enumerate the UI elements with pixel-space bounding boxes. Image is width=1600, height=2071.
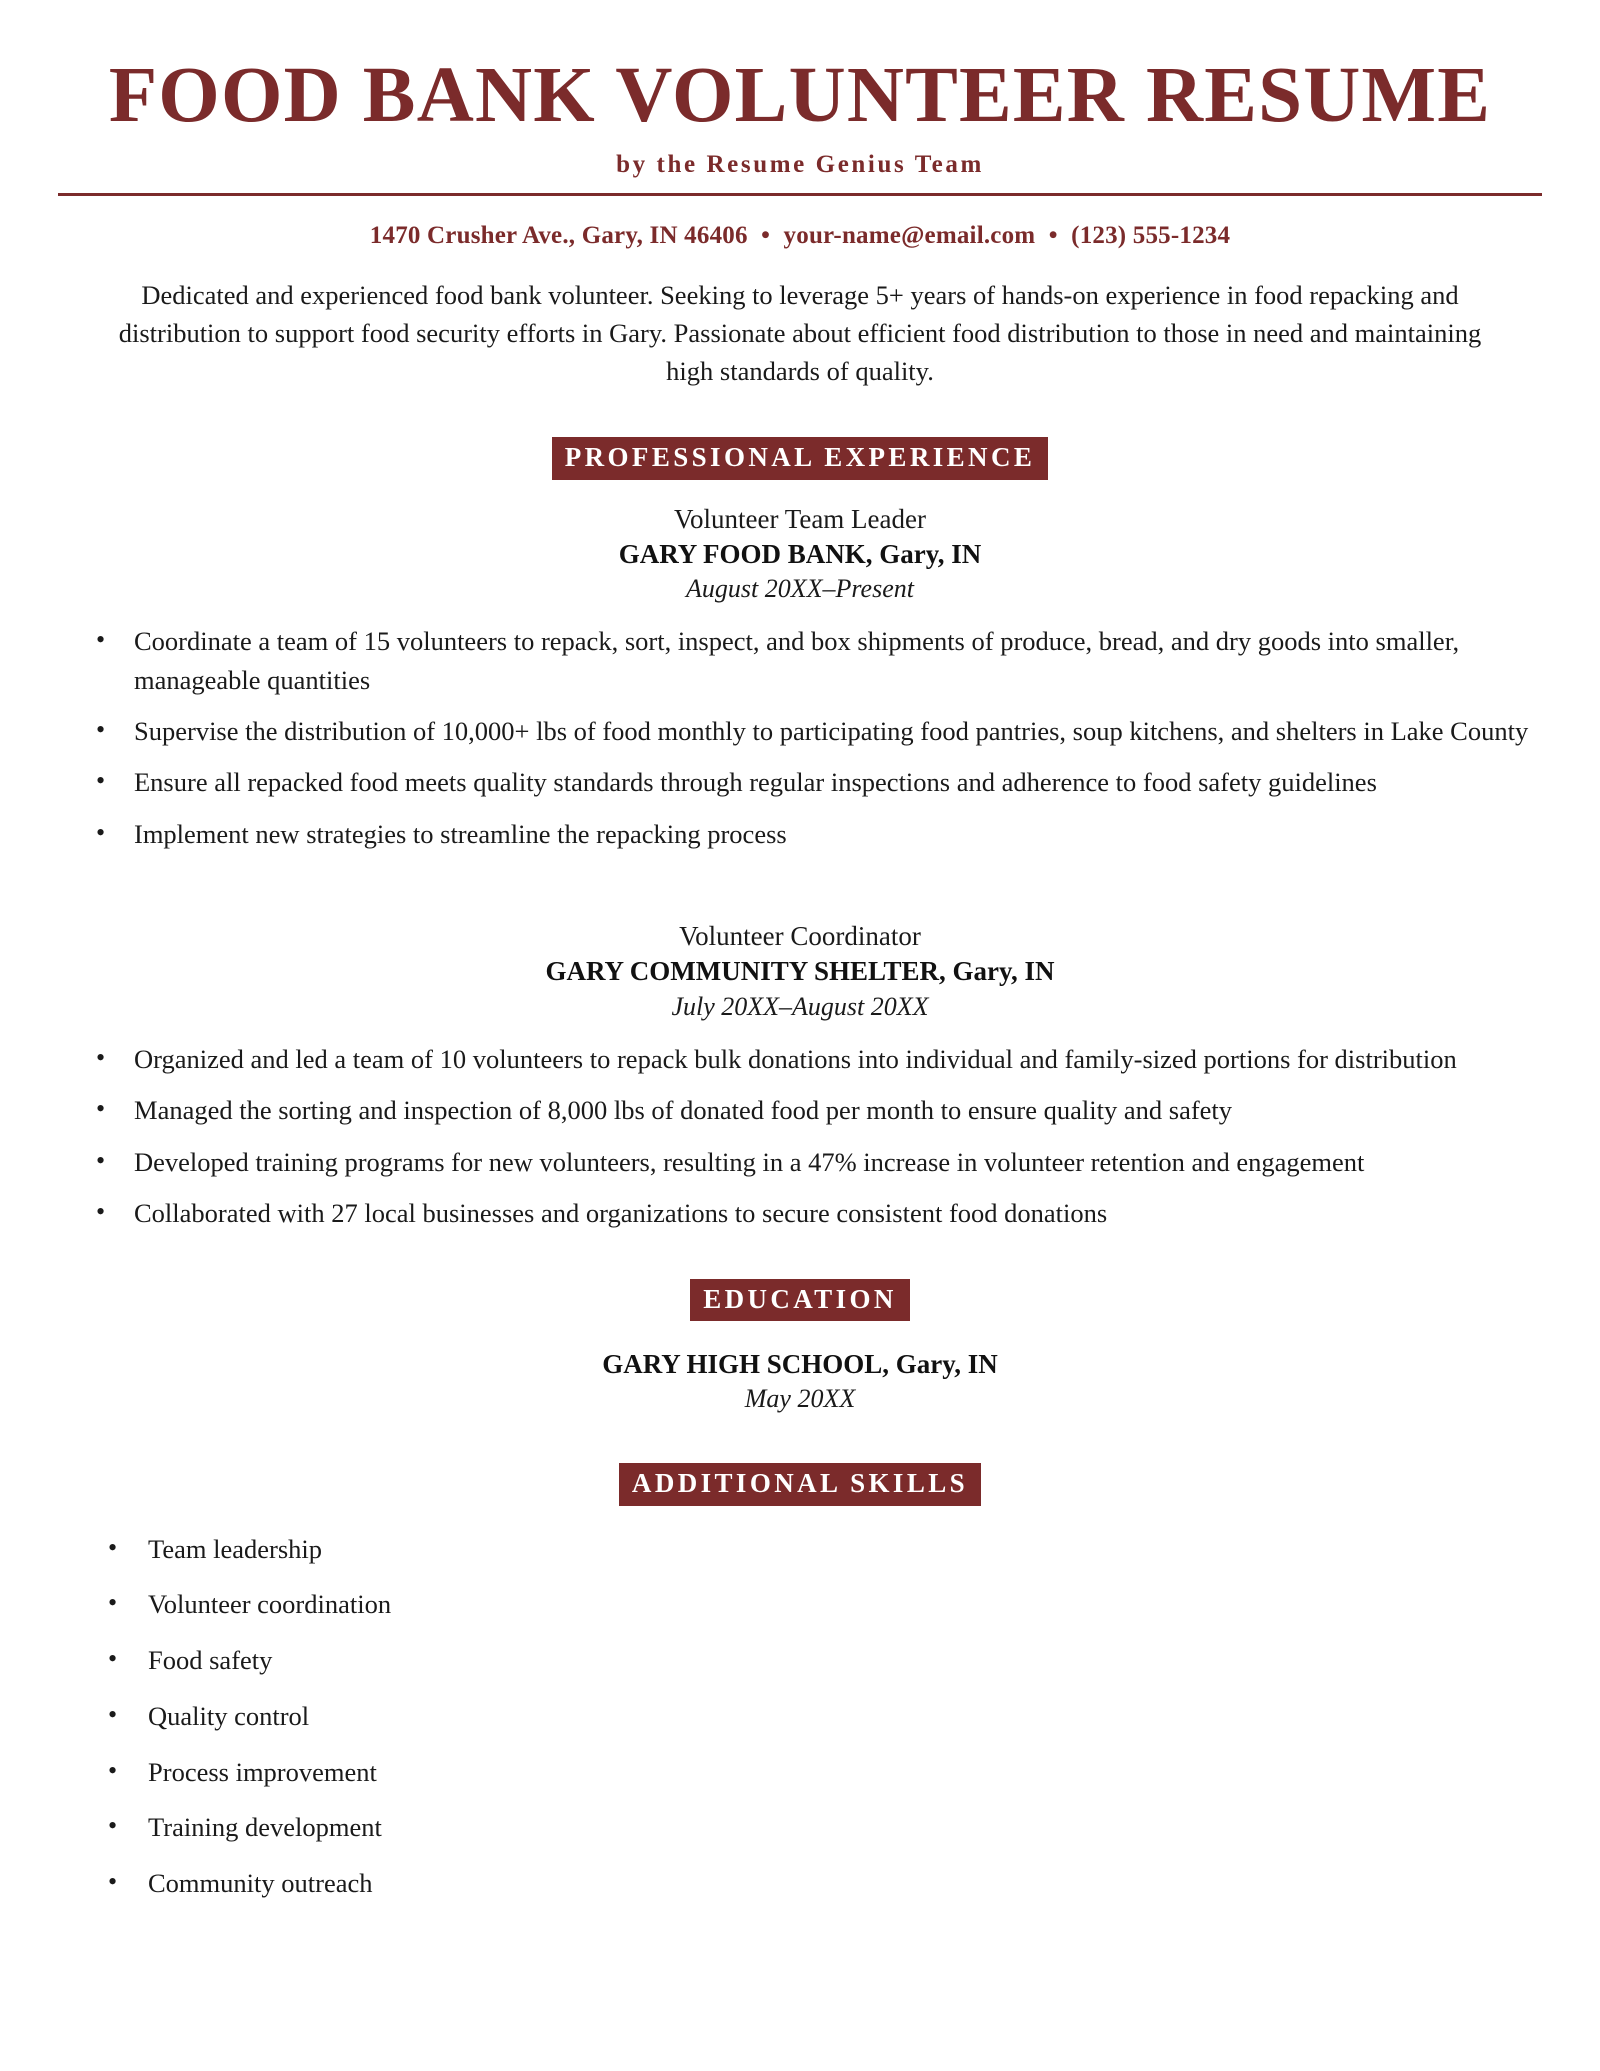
job-title: Volunteer Team Leader xyxy=(673,503,926,534)
skill-item: • Community outreach xyxy=(58,1866,1542,1902)
job-bullet: • Supervise the distribution of 10,000+ lbs of food monthly to participating food pantries, soup kitchens, and shelters in Lake County xyxy=(58,712,1542,750)
resume-header xyxy=(58,52,1542,250)
contact-email[interactable]: your-name@email.com xyxy=(783,221,1036,249)
job-bullet: • Coordinate a team of 15 volunteers to repack, sort, inspect, and box shipments of produce, bread, and dry goods into smaller, manageable quantities xyxy=(58,622,1542,699)
job-dates: July 20XX–August 20XX xyxy=(671,991,929,1021)
section-professional-experience xyxy=(58,437,1542,1233)
skill-item: • Volunteer coordination xyxy=(58,1587,1542,1623)
byline: by the Resume Genius Team xyxy=(616,150,984,178)
education-entry xyxy=(58,1347,1542,1416)
skill-item: • Food safety xyxy=(58,1643,1542,1679)
job-bullet-list xyxy=(58,622,1542,853)
job-bullet: • Managed the sorting and inspection of 8,000 lbs of donated food per month to ensure quality and safety xyxy=(58,1091,1542,1129)
skill-item: • Team leadership xyxy=(58,1532,1542,1568)
page-title: FOOD BANK VOLUNTEER RESUME xyxy=(108,52,1492,139)
section-heading-skills: ADDITIONAL SKILLS xyxy=(619,1463,981,1506)
professional-summary: Dedicated and experienced food bank volunteer. Seeking to leverage 5+ years of hands-on experience in food repacking and distribution to support food security efforts in Gary. Passionate about efficient food distribution to those in need and maintaining high standards of quality. xyxy=(118,279,1482,387)
job-bullet: • Developed training programs for new volunteers, resulting in a 47% increase in volunteer retention and engagement xyxy=(58,1143,1542,1181)
job-bullet: • Collaborated with 27 local businesses and organizations to secure consistent food donations xyxy=(58,1194,1542,1232)
job-bullet: • Organized and led a team of 10 volunteers to repack bulk donations into individual and family-sized portions for distribution xyxy=(58,1040,1542,1078)
skill-item: • Process improvement xyxy=(58,1755,1542,1791)
job-entry xyxy=(58,919,1542,1232)
skills-list xyxy=(58,1532,1542,1902)
section-heading-experience: PROFESSIONAL EXPERIENCE xyxy=(552,437,1049,480)
job-company: GARY FOOD BANK, Gary, IN xyxy=(618,538,982,569)
job-bullet: • Ensure all repacked food meets quality standards through regular inspections and adherence to food safety guidelines xyxy=(58,763,1542,801)
section-heading-wrap-education xyxy=(58,1279,1542,1322)
contact-address: 1470 Crusher Ave., Gary, IN 46406 xyxy=(369,221,748,249)
job-bullet: • Implement new strategies to streamline the repacking process xyxy=(58,815,1542,853)
job-dates: August 20XX–Present xyxy=(686,573,914,603)
contact-line xyxy=(58,222,1542,250)
job-entry xyxy=(58,502,1542,854)
section-additional-skills xyxy=(58,1463,1542,1902)
section-heading-education: EDUCATION xyxy=(690,1279,910,1322)
job-company: GARY COMMUNITY SHELTER, Gary, IN xyxy=(545,956,1055,987)
section-heading-wrap-experience xyxy=(58,437,1542,480)
skill-item: • Training development xyxy=(58,1810,1542,1846)
section-heading-wrap-skills xyxy=(58,1463,1542,1506)
section-education xyxy=(58,1279,1542,1417)
job-bullet-list xyxy=(58,1040,1542,1233)
education-school: GARY HIGH SCHOOL, Gary, IN xyxy=(602,1349,998,1380)
header-divider xyxy=(58,193,1542,196)
skill-item: • Quality control xyxy=(58,1699,1542,1735)
contact-separator-1: • xyxy=(761,221,771,249)
contact-phone: (123) 555-1234 xyxy=(1071,221,1231,249)
education-date: May 20XX xyxy=(744,1384,856,1414)
job-title: Volunteer Coordinator xyxy=(679,921,921,952)
contact-separator-2: • xyxy=(1048,221,1058,249)
